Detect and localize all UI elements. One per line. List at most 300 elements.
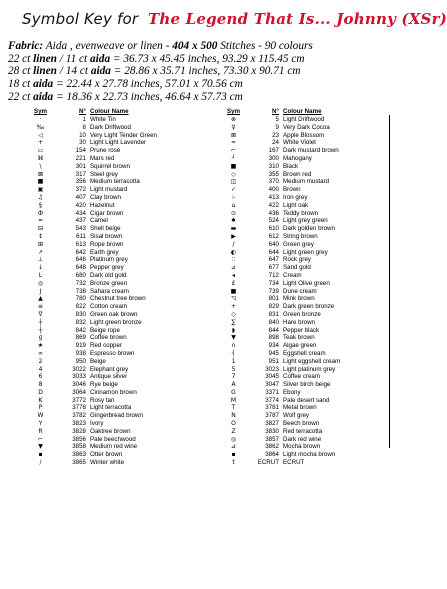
- colour-name-cell: Dark Driftwood: [90, 123, 131, 131]
- number-cell: ECRUT: [257, 459, 279, 467]
- symbol-cell: L: [38, 271, 43, 279]
- symbol-cell: ┤: [231, 349, 236, 357]
- number-cell: 647: [268, 256, 279, 264]
- number-cell: 612: [268, 232, 279, 240]
- number-cell: 422: [268, 201, 279, 209]
- fabric-tail: Stitches - 90 colours: [217, 40, 313, 52]
- colour-name-cell: Green grey: [283, 240, 314, 248]
- size-ct: 28 ct: [8, 65, 34, 78]
- colour-name-cell: Light terracotta: [90, 404, 132, 412]
- table-row: [220, 210, 390, 218]
- table-row: [220, 124, 390, 132]
- colour-name-cell: Camel: [90, 217, 108, 225]
- colour-name-cell: Sand gold: [283, 264, 311, 272]
- table-row: [27, 397, 194, 405]
- colour-name-cell: Chestnut tree brown: [90, 295, 146, 303]
- number-cell: 221: [75, 154, 86, 162]
- number-cell: 434: [75, 209, 86, 217]
- number-cell: 780: [75, 295, 86, 303]
- colour-name-cell: Mocha brown: [283, 443, 321, 451]
- colour-name-cell: Cream: [283, 271, 302, 279]
- symbol-cell: ✓: [230, 186, 237, 194]
- symbol-cell: ≈: [230, 139, 237, 147]
- table-body: [27, 116, 194, 467]
- number-cell: 3023: [265, 365, 279, 373]
- number-cell: 829: [268, 303, 279, 311]
- symbol-cell: =: [37, 217, 44, 225]
- symbol-cell: ⊠: [37, 170, 44, 178]
- size-aida: aida: [33, 78, 54, 91]
- number-cell: 646: [75, 256, 86, 264]
- number-cell: 420: [75, 201, 86, 209]
- fabric-label: Fabric:: [8, 40, 44, 52]
- table-row: [27, 443, 194, 451]
- number-cell: 3823: [72, 420, 86, 428]
- symbol-cell: 2: [38, 357, 43, 365]
- colour-name-cell: Prune rose: [90, 147, 121, 155]
- table-row: [220, 366, 390, 374]
- symbol-cell: ▼: [231, 334, 236, 342]
- number-cell: 436: [268, 209, 279, 217]
- number-cell: 738: [75, 287, 86, 295]
- number-cell: 10: [79, 131, 86, 139]
- symbol-cell: t: [232, 459, 235, 467]
- size-line: [8, 78, 412, 91]
- symbol-cell: T: [231, 404, 236, 412]
- symbol-cell: ★: [37, 342, 44, 350]
- symbol-cell: ◂: [231, 271, 235, 279]
- number-cell: 3787: [265, 412, 279, 420]
- number-cell: 3064: [72, 388, 86, 396]
- symbol-cell: \: [39, 162, 42, 170]
- table-row: [220, 233, 390, 241]
- symbol-cell: ↓: [37, 264, 44, 272]
- symbol-cell: ♭: [232, 193, 235, 201]
- number-cell: 3045: [265, 373, 279, 381]
- colour-name-cell: Espresso brown: [90, 349, 135, 357]
- symbol-cell: R: [38, 427, 43, 435]
- number-cell: 3828: [72, 427, 86, 435]
- symbol-cell: ◗: [231, 326, 236, 334]
- table-row: [220, 116, 390, 124]
- header-name: Colour Name: [90, 108, 129, 115]
- table-row: [220, 350, 390, 358]
- table-row: [27, 280, 194, 288]
- symbol-cell: ◎: [37, 279, 44, 287]
- colour-name-cell: Light grey green: [283, 217, 328, 225]
- header-sym: Sym: [226, 108, 241, 115]
- fabric-info: [8, 40, 412, 103]
- colour-name-cell: Otter brown: [90, 451, 123, 459]
- table-row: [27, 373, 194, 381]
- table-row: [220, 342, 390, 350]
- header-name: Colour Name: [283, 108, 322, 115]
- table-row: [27, 366, 194, 374]
- table-row: [220, 404, 390, 412]
- table-row: [27, 217, 194, 225]
- number-cell: 3827: [265, 420, 279, 428]
- table-body: [220, 116, 390, 467]
- colour-name-cell: White Tin: [90, 116, 116, 123]
- number-cell: 3858: [72, 443, 86, 451]
- colour-name-cell: Dune cream: [283, 287, 317, 295]
- size-ct: 22 ct: [8, 52, 34, 65]
- colour-name-cell: Coffee cream: [283, 373, 321, 381]
- number-cell: 842: [75, 326, 86, 334]
- symbol-cell: ▶: [231, 232, 236, 240]
- symbol-cell: W: [37, 412, 44, 420]
- number-cell: 407: [75, 193, 86, 201]
- size-aida: aida: [90, 65, 111, 78]
- number-cell: 437: [75, 217, 86, 225]
- size-dims: = 18.36 x 22.73 inches, 46.64 x 57.73 cm: [53, 90, 243, 103]
- symbol-cell: ◇: [231, 170, 236, 178]
- colour-name-cell: Winter white: [90, 459, 125, 467]
- number-cell: 413: [268, 193, 279, 201]
- colour-name-cell: Rye beige: [90, 381, 118, 389]
- colour-name-cell: Light mocha brown: [283, 451, 336, 459]
- table-row: [27, 459, 194, 467]
- number-cell: 524: [268, 217, 279, 225]
- symbol-cell: ┼: [38, 326, 43, 334]
- number-cell: 732: [75, 279, 86, 287]
- table-row: [220, 420, 390, 428]
- table-row: [27, 264, 194, 272]
- table-row: [27, 124, 194, 132]
- size-aida: aida: [33, 90, 54, 103]
- size-line: [8, 65, 412, 78]
- table-row: [27, 350, 194, 358]
- symbol-cell: ▪: [231, 451, 236, 459]
- table-row: [220, 171, 390, 179]
- colour-name-cell: Light platinum grey: [283, 365, 336, 373]
- colour-name-cell: Oaktree brown: [90, 427, 131, 435]
- number-cell: 640: [268, 240, 279, 248]
- table-row: [27, 178, 194, 186]
- colour-name-cell: Cotton cream: [90, 303, 128, 311]
- symbol-cell: ∇: [38, 310, 43, 318]
- symbol-cell: §: [39, 201, 42, 209]
- colour-name-cell: String brown: [283, 232, 318, 240]
- table-row: [220, 288, 390, 296]
- table-row: [220, 139, 390, 147]
- table-row: [220, 428, 390, 436]
- size-mid: / 11 ct: [56, 52, 91, 65]
- colour-name-cell: Dark golden brown: [283, 225, 335, 233]
- table-row: [27, 451, 194, 459]
- number-cell: 372: [75, 186, 86, 194]
- number-cell: 3781: [265, 404, 279, 412]
- symbol-cell: N: [231, 412, 236, 420]
- header-num: N°: [272, 108, 279, 115]
- symbol-cell: ▣: [37, 186, 44, 194]
- symbol-cell: ◫: [230, 178, 237, 186]
- table-row: [220, 249, 390, 257]
- symbol-cell: ∞: [38, 349, 43, 357]
- page-title: [0, 6, 447, 32]
- table-row: [27, 295, 194, 303]
- colour-name-cell: Earth grey: [90, 248, 119, 256]
- table-row: [220, 155, 390, 163]
- table-row: [220, 163, 390, 171]
- symbol-cell: ▬: [230, 225, 237, 233]
- symbol-cell: 1: [231, 357, 236, 365]
- number-cell: 840: [268, 318, 279, 326]
- symbol-cell: Z: [231, 427, 236, 435]
- colour-name-cell: Hazelnut: [90, 201, 115, 209]
- symbol-cell: ▪: [38, 451, 43, 459]
- colour-name-cell: Bronze green: [90, 279, 128, 287]
- number-cell: 938: [75, 349, 86, 357]
- colour-name-cell: Rock grey: [283, 256, 311, 264]
- table-row: [27, 288, 194, 296]
- symbol-cell: ↗: [37, 248, 44, 256]
- table-row: [220, 264, 390, 272]
- number-cell: 610: [268, 225, 279, 233]
- number-cell: 919: [75, 342, 86, 350]
- number-cell: 680: [75, 271, 86, 279]
- colour-name-cell: Light green bronze: [90, 318, 142, 326]
- number-cell: 832: [75, 318, 86, 326]
- symbol-cell: ɡ: [38, 334, 43, 342]
- colour-name-cell: Elephant grey: [90, 365, 129, 373]
- symbol-cell: ⊿: [230, 264, 237, 272]
- table-row: [220, 280, 390, 288]
- colour-name-cell: Gingerbread brown: [90, 412, 143, 420]
- number-cell: 3857: [265, 435, 279, 443]
- colour-name-cell: Sisal brown: [90, 232, 122, 240]
- table-row: [27, 147, 194, 155]
- header-num: N°: [79, 108, 86, 115]
- symbol-cell: 7: [231, 373, 236, 381]
- number-cell: 3046: [72, 381, 86, 389]
- fabric-line: [8, 40, 412, 53]
- symbol-cell: /: [39, 459, 42, 467]
- symbol-cell: K: [38, 396, 43, 404]
- table-row: [27, 155, 194, 163]
- colour-name-cell: Very Light Tender Green: [90, 131, 157, 139]
- colour-name-cell: Light oak: [283, 201, 309, 209]
- colour-name-cell: Beige: [90, 357, 106, 365]
- symbol-cell: +: [37, 139, 44, 147]
- table-row: [27, 225, 194, 233]
- colour-name-cell: Beech brown: [283, 420, 320, 428]
- size-line: [8, 91, 412, 104]
- number-cell: 3864: [265, 451, 279, 459]
- table-row: [220, 178, 390, 186]
- table-row: [27, 389, 194, 397]
- table-row: [27, 303, 194, 311]
- colour-name-cell: Brown red: [283, 170, 312, 178]
- number-cell: 844: [268, 326, 279, 334]
- table-row: [27, 202, 194, 210]
- number-cell: 167: [268, 147, 279, 155]
- colour-name-cell: Clay brown: [90, 193, 121, 201]
- table-row: [27, 358, 194, 366]
- table-header: [220, 108, 390, 116]
- colour-name-cell: Sahara cream: [90, 287, 129, 295]
- symbol-cell: Y: [38, 420, 43, 428]
- colour-name-cell: Pepper black: [283, 326, 320, 334]
- table-row: [27, 163, 194, 171]
- symbol-cell: ■: [230, 162, 237, 170]
- number-cell: 945: [268, 349, 279, 357]
- colour-name-cell: Mars red: [90, 154, 115, 162]
- colour-name-cell: Pale beechwood: [90, 435, 136, 443]
- number-cell: 642: [75, 248, 86, 256]
- colour-name-cell: Light Driftwood: [283, 116, 325, 123]
- fabric-text: Aida , evenweave or linen -: [43, 40, 173, 52]
- number-cell: 739: [268, 287, 279, 295]
- number-cell: 3033: [72, 373, 86, 381]
- number-cell: 950: [75, 357, 86, 365]
- symbol-cell: ∷: [231, 256, 236, 264]
- number-cell: 301: [75, 162, 86, 170]
- number-cell: 5: [275, 116, 279, 123]
- table-row: [27, 319, 194, 327]
- number-cell: 830: [75, 310, 86, 318]
- table-row: [220, 202, 390, 210]
- symbol-cell: ◐: [230, 248, 237, 256]
- number-cell: 3830: [265, 427, 279, 435]
- symbol-cell: ◎: [230, 435, 237, 443]
- colour-name-cell: Pale desert sand: [283, 396, 330, 404]
- symbol-cell: ■: [37, 178, 44, 186]
- symbol-cell: 6: [38, 373, 43, 381]
- colour-name-cell: Ivory: [90, 420, 104, 428]
- number-cell: 317: [75, 170, 86, 178]
- symbol-cell: +: [230, 303, 237, 311]
- symbol-cell: Ф: [37, 209, 44, 217]
- colour-name-cell: ECRUT: [283, 459, 305, 467]
- number-cell: 677: [268, 264, 279, 272]
- colour-name-cell: Red copper: [90, 342, 122, 350]
- number-cell: 3778: [72, 404, 86, 412]
- colour-name-cell: White Violet: [283, 139, 316, 147]
- colour-name-cell: Pepper grey: [90, 264, 124, 272]
- table-row: [27, 272, 194, 280]
- table-row: [27, 186, 194, 194]
- table-row: [220, 194, 390, 202]
- table-row: [27, 311, 194, 319]
- symbol-cell: ◇: [231, 310, 236, 318]
- table-row: [220, 451, 390, 459]
- symbol-cell: ⊞: [37, 240, 44, 248]
- symbol-cell: /: [232, 240, 235, 248]
- colour-name-cell: Rosy tan: [90, 396, 115, 404]
- number-cell: 611: [76, 232, 86, 240]
- colour-name-cell: Rope brown: [90, 240, 124, 248]
- number-cell: 648: [75, 264, 86, 272]
- number-cell: 734: [268, 279, 279, 287]
- colour-name-cell: Dark green bronze: [283, 303, 335, 311]
- number-cell: 951: [268, 357, 279, 365]
- symbol-cell: G: [231, 388, 236, 396]
- number-cell: 3371: [265, 388, 279, 396]
- symbol-cell: M: [230, 396, 237, 404]
- colour-name-cell: Green bronze: [283, 310, 321, 318]
- number-cell: 3774: [265, 396, 279, 404]
- colour-name-cell: Black: [283, 162, 299, 170]
- table-row: [27, 256, 194, 264]
- symbol-cell: A: [231, 381, 236, 389]
- symbol-cell: ⊥: [37, 256, 44, 264]
- number-cell: 1: [82, 116, 86, 123]
- table-row: [27, 342, 194, 350]
- symbol-table-left: [27, 108, 194, 467]
- size-line: [8, 53, 412, 66]
- number-cell: 30: [79, 139, 86, 147]
- number-cell: 613: [75, 240, 86, 248]
- symbol-cell: ▲: [38, 295, 43, 303]
- symbol-cell: ♫: [37, 193, 44, 201]
- size-aida: aida: [90, 52, 111, 65]
- colour-name-cell: Very Dark Cocoa: [283, 123, 330, 131]
- symbol-cell: ≡: [37, 303, 44, 311]
- table-row: [27, 210, 194, 218]
- colour-name-cell: Shell beige: [90, 225, 121, 233]
- table-row: [27, 194, 194, 202]
- number-cell: 154: [75, 147, 86, 155]
- table-row: [27, 171, 194, 179]
- colour-name-cell: Platinum grey: [90, 256, 128, 264]
- symbol-cell: £: [231, 279, 236, 287]
- table-row: [220, 217, 390, 225]
- symbol-cell: ⊠: [230, 131, 237, 139]
- colour-name-cell: Iron grey: [283, 193, 308, 201]
- table-row: [220, 334, 390, 342]
- symbol-cell: ⌂: [231, 201, 236, 209]
- table-row: [220, 389, 390, 397]
- colour-name-cell: Medium terracotta: [90, 178, 140, 186]
- table-row: [220, 397, 390, 405]
- number-cell: 400: [268, 186, 279, 194]
- table-row: [220, 303, 390, 311]
- colour-name-cell: Teak brown: [283, 334, 315, 342]
- symbol-cell: J: [39, 287, 42, 295]
- number-cell: 3862: [265, 443, 279, 451]
- symbol-cell: ⊟: [37, 225, 44, 233]
- symbol-cell: ♀: [231, 123, 236, 131]
- number-cell: 3863: [72, 451, 86, 459]
- colour-name-cell: Antique silver: [90, 373, 128, 381]
- number-cell: 356: [75, 178, 86, 186]
- symbol-cell: ∩: [231, 342, 236, 350]
- symbol-cell: ▭: [37, 147, 44, 155]
- symbol-cell: ■: [230, 287, 237, 295]
- colour-name-cell: Mahogany: [283, 154, 312, 162]
- table-row: [220, 436, 390, 444]
- number-cell: 24: [272, 139, 279, 147]
- colour-name-cell: Light Olive green: [283, 279, 330, 287]
- table-row: [27, 249, 194, 257]
- colour-name-cell: Coffee brown: [90, 334, 127, 342]
- table-row: [220, 256, 390, 264]
- size-dims: = 28.86 x 35.71 inches, 73.30 x 90.71 cm: [110, 65, 301, 78]
- pattern-name: The Legend That Is... Johnny (XSr): [148, 10, 447, 28]
- table-row: [27, 116, 194, 124]
- colour-name-cell: Cigar brown: [90, 209, 124, 217]
- symbol-cell: ‰: [36, 123, 45, 131]
- colour-name-cell: Brown: [283, 186, 301, 194]
- number-cell: 712: [268, 271, 279, 279]
- number-cell: 3856: [72, 435, 86, 443]
- colour-name-cell: Cinnamon brown: [90, 388, 137, 396]
- table-row: [220, 459, 390, 467]
- colour-name-cell: Green oak brown: [90, 310, 138, 318]
- colour-name-cell: Light green grey: [283, 248, 328, 256]
- table-row: [27, 420, 194, 428]
